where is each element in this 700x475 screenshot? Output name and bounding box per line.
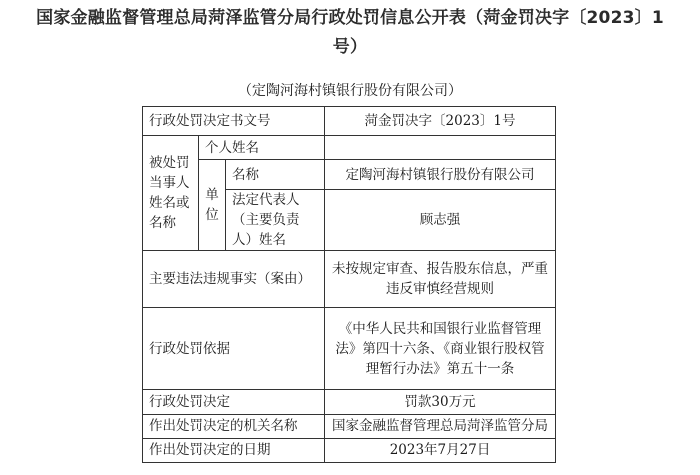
decision-no-value: 菏金罚决字〔2023〕1号 [325, 107, 556, 136]
authority-value: 国家金融监督管理总局菏泽监管分局 [325, 414, 556, 438]
table-row [143, 136, 556, 160]
basis-label: 行政处罚依据 [143, 307, 325, 390]
date-label: 作出处罚决定的日期 [143, 438, 325, 462]
table-row [143, 307, 556, 390]
unit-name-value: 定陶河海村镇银行股份有限公司 [325, 160, 556, 189]
basis-value: 《中华人民共和国银行业监督管理法》第四十六条、《商业银行股权管理暂行办法》第五十一条 [325, 307, 556, 390]
decision-no-label: 行政处罚决定书文号 [143, 107, 325, 136]
table-row [143, 414, 556, 438]
legal-rep-value: 顾志强 [325, 189, 556, 251]
violation-value: 未按规定审查、报告股东信息，严重违反审慎经营规则 [325, 251, 556, 307]
individual-value [325, 136, 556, 160]
table-row [143, 438, 556, 462]
title-line-2: 号） [332, 37, 368, 57]
unit-label: 单位 [199, 160, 226, 251]
table-row [143, 107, 556, 136]
party-label: 被处罚当事人姓名或名称 [143, 136, 199, 251]
decision-label: 行政处罚决定 [143, 390, 325, 414]
table-row [143, 160, 556, 189]
legal-rep-label: 法定代表人（主要负责人）姓名 [226, 189, 325, 251]
authority-label: 作出处罚决定的机关名称 [143, 414, 325, 438]
individual-label: 个人姓名 [199, 136, 325, 160]
document-title [0, 4, 700, 62]
penalty-info-table [142, 106, 556, 463]
title-line-1: 国家金融监督管理总局菏泽监管分局行政处罚信息公开表（菏金罚决字〔2023〕1 [36, 8, 664, 28]
decision-value: 罚款30万元 [325, 390, 556, 414]
bank-subtitle: （定陶河海村镇银行股份有限公司） [238, 83, 462, 99]
violation-label: 主要违法违规事实（案由） [143, 251, 325, 307]
table-row [143, 251, 556, 307]
date-value: 2023年7月27日 [325, 438, 556, 462]
unit-name-label: 名称 [226, 160, 325, 189]
table-row [143, 390, 556, 414]
